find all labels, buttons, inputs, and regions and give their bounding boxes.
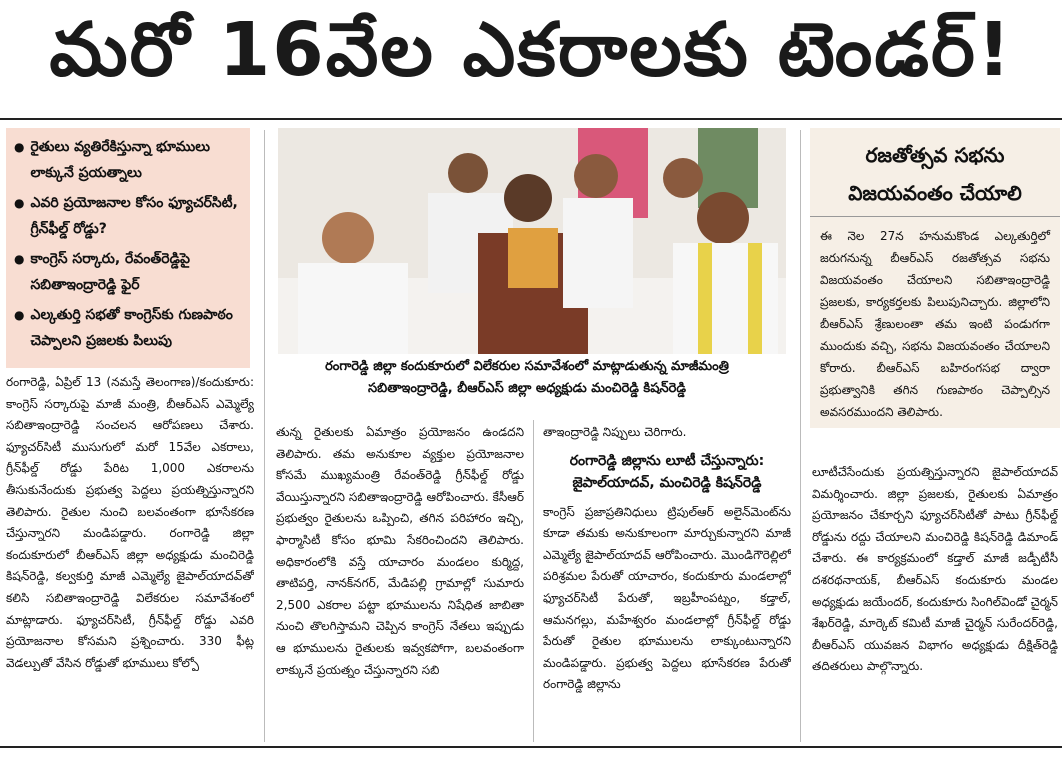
highlight-item xyxy=(14,190,242,242)
article-column-1: రంగారెడ్డి, ఏప్రిల్ 13 (నమస్తే తెలంగాణ)/కందుకూరు: కాంగ్రెస్ సర్కారుపై మాజీ మంత్రి, బీఆర్‌ఎస్ ఎమ్మెల్యే సబితాఇంద్రారెడ్డి సంచలన ఆరోపణలు చేశారు. ఫ్యూచర్‌సిటీ ముసుగులో మరో 15వేల ఎకరాలు, గ్రీన్‌ఫీల్డ్ రోడ్డు పేరిట 1,000 ఎకరాలను తీసుకునేందుకు ప్రభుత్వ పెద్దలు ప్రయత్నిస్తున్నారని తెలిపారు. రైతుల నుంచి బలవంతంగా భూసేకరణ చేస్తున్నారని మండిపడ్డారు. రంగారెడ్డి జిల్లా కందుకూరులో బీఆర్‌ఎస్ జిల్లా అధ్యక్షుడు మంచిరెడ్డి కిషన్‌రెడ్డి, కల్వకుర్తి మాజీ ఎమ్మెల్యే జైపాల్‌యాదవ్‌తో కలిసి సబితాఇంద్రారెడ్డి విలేకరుల సమావేశంలో మాట్లాడారు. ఫ్యూచర్‌సిటీ, గ్రీన్‌ఫీల్డ్ రోడ్డు ఎవరి ప్రయోజనాల కోసమని ప్రశ్నించారు. 330 ఫీట్ల వెడల్పుతో వేసిన రోడ్డుతో భూములు కోల్పో xyxy=(6,375,254,670)
highlight-item xyxy=(14,302,242,354)
bullet-icon: ● xyxy=(14,196,25,210)
headline: మరో 16వేల ఎకరాలకు టెండర్! xyxy=(49,7,1013,93)
top-rule xyxy=(0,118,1062,120)
bottom-rule xyxy=(0,746,1062,748)
press-meet-photo xyxy=(278,128,786,354)
highlight-text: ఎల్కతుర్తి సభతో కాంగ్రెస్‌కు గుణపాఠం చెప్పాలని ప్రజలకు పిలుపు xyxy=(30,307,233,349)
article-column-3 xyxy=(543,422,791,742)
highlight-item xyxy=(14,246,242,298)
article-column-2: తున్న రైతులకు ఏమాత్రం ప్రయోజనం ఉండదని తెలిపారు. తమ అనుకూల వ్యక్తుల ప్రయోజనాల కోసమే ముఖ్యమంత్రి రేవంత్‌రెడ్డి గ్రీన్‌ఫీల్డ్ రోడ్డు వేయిస్తున్నారని సబితాఇంద్రారెడ్డి ఆరోపించారు. కేసీఆర్ ప్రభుత్వం రైతులను ఒప్పించి, తగిన పరిహారం ఇచ్చి, ఫార్మాసిటీ కోసం భూమి సేకరించిందని తెలిపారు. అధికారంలోకి వస్తే యాచారం మండలం కుర్మిద్ద, తాటిపర్తి, నానక్‌నగర్, మేడిపల్లి గ్రామాల్లో సుమారు 2,500 ఎకరాల పట్టా భూములను నిషేధిత జాబితా నుంచి తొలగిస్తామని చెప్పిన కాంగ్రెస్ నేతలు ఇప్పుడు ఆ భూములను రైతులకు ఇవ్వకపోగా, బలవంతంగా లాక్కునే ప్రయత్నం చేస్తున్నారని సబి xyxy=(276,425,524,677)
highlight-text: రైతులు వ్యతిరేకిస్తున్నా భూములు లాక్కునే ప్రయత్నాలు xyxy=(30,139,210,181)
column-3-intro: తాఇంద్రారెడ్డి నిప్పులు చెరిగారు. xyxy=(543,425,687,439)
column-divider xyxy=(800,130,801,742)
photo-caption: రంగారెడ్డి జిల్లా కందుకూరులో విలేకరుల సమావేశంలో మాట్లాడుతున్న మాజీమంత్రి సబితాఇంద్రారెడ్డి, బీఆర్‌ఎస్ జిల్లా అధ్యక్షుడు మంచిరెడ్డి కిషన్‌రెడ్డి xyxy=(325,359,729,396)
highlights-box xyxy=(6,128,250,368)
column-3-text: కాంగ్రెస్ ప్రజాప్రతినిధులు ట్రిపుల్‌ఆర్ అలైన్‌మెంట్‌ను కూడా తమకు అనుకూలంగా మార్చుకున్నారని మాజీ ఎమ్మెల్యే జైపాల్‌యాదవ్ ఆరోపించారు. మొండిగౌరెల్లిలో పరిశ్రమల పేరుతో యాచారం, కందుకూరు మండలాల్లో ఫ్యూచర్‌సిటీ పేరుతో, ఇబ్రహీంపట్నం, కడ్తాల్, ఆమనగల్లు, మహేశ్వరం మండలాల్లో గ్రీన్‌ఫీల్డ్ రోడ్డు పేరుతో రైతుల భూములను లాక్కుంటున్నారని మండిపడ్డారు. ప్రభుత్వ పెద్దలు భూసేకరణ పేరుతో రంగారెడ్డి జిల్లాను xyxy=(543,504,791,692)
highlight-text: కాంగ్రెస్ సర్కారు, రేవంత్‌రెడ్డిపై సబితాఇంద్రారెడ్డి ఫైర్ xyxy=(30,251,190,293)
column-divider xyxy=(264,130,265,742)
sidebox-title: రజతోత్సవ సభను విజయవంతం చేయాలి xyxy=(810,136,1060,217)
rally-sidebox xyxy=(810,128,1060,428)
bullet-icon: ● xyxy=(14,308,25,322)
sidebox-body: ఈ నెల 27న హనుమకొండ ఎల్కతుర్తిలో జరుగనున్న బీఆర్‌ఎస్ రజతోత్సవ సభను విజయవంతం చేయాలని సబితాఇంద్రారెడ్డి ప్రజలకు, కార్యకర్తలకు పిలుపునిచ్చారు. జిల్లాలోని బీఆర్‌ఎస్ శ్రేణులంతా తమ ఇంటి పండుగగా ముందుకు వచ్చి, సభను విజయవంతం చేయాలని కోరారు. బీఆర్‌ఎస్ బహిరంగసభ ద్వారా ప్రభుత్వానికి తగిన గుణపాఠం చెప్పాల్సిన అవసరముందని తెలిపారు. xyxy=(820,229,1050,419)
bullet-icon: ● xyxy=(14,252,25,266)
highlight-text: ఎవరి ప్రయోజనాల కోసం ఫ్యూచర్‌సిటీ, గ్రీన్‌ఫీల్డ్ రోడ్డు? xyxy=(30,195,238,237)
column-divider xyxy=(533,420,534,742)
bullet-icon: ● xyxy=(14,140,25,154)
column-3-subhead: రంగారెడ్డి జిల్లాను లూటీ చేస్తున్నారు: జైపాల్‌యాదవ్, మంచిరెడ్డి కిషన్‌రెడ్డి xyxy=(569,452,765,491)
article-column-4: లూటీచేసేందుకు ప్రయత్నిస్తున్నారని జైపాల్‌యాదవ్ విమర్శించారు. జిల్లా ప్రజలకు, రైతులకు ఏమాత్రం ప్రయోజనం చేకూర్చని ఫ్యూచర్‌సిటీతో పాటు గ్రీన్‌ఫీల్డ్ రోడ్డును రద్దు చేయాలని మంచిరెడ్డి కిషన్‌రెడ్డి డిమాండ్ చేశారు. ఈ కార్యక్రమంలో కడ్తాల్ మాజీ జడ్పీటీసీ దశరథనాయక్, బీఆర్‌ఎస్ కందుకూరు మండల అధ్యక్షుడు జయేందర్, కందుకూరు సింగిల్‌విండో చైర్మన్ శేఖర్‌రెడ్డి, మార్కెట్ కమిటీ మాజీ చైర్మన్ సురేందర్‌రెడ్డి, బీఆర్‌ఎస్ యువజన విభాగం అధ్యక్షుడు దీక్షిత్‌రెడ్డి తదితరులు పాల్గొన్నారు. xyxy=(812,465,1058,674)
highlight-item xyxy=(14,134,242,186)
